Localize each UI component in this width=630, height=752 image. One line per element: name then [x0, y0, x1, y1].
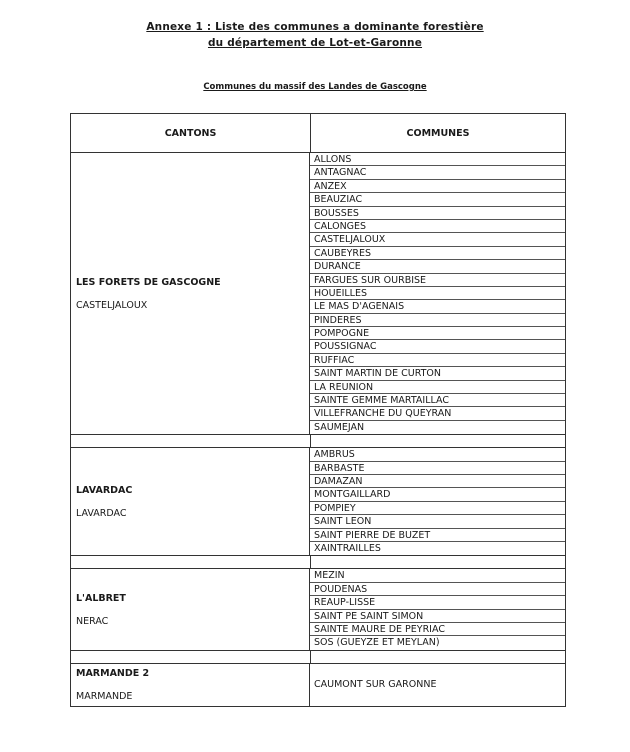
canton-name: LES FORETS DE GASCOGNE	[76, 276, 221, 288]
spacer-row	[71, 435, 565, 448]
commune-row: BARBASTE	[310, 462, 565, 475]
canton-cell	[71, 569, 310, 649]
commune-row: BOUSSES	[310, 207, 565, 220]
commune-row: ANZEX	[310, 180, 565, 193]
commune-row: POMPIEY	[310, 502, 565, 515]
commune-row: CAUBEYRES	[310, 247, 565, 260]
communes-table	[70, 113, 566, 707]
table-header	[71, 114, 565, 153]
commune-row: PINDERES	[310, 314, 565, 327]
canton-name: MARMANDE 2	[76, 667, 150, 679]
commune-row: CAUMONT SUR GARONNE	[314, 678, 437, 690]
commune-row: MONTGAILLARD	[310, 488, 565, 501]
commune-row: ALLONS	[310, 153, 565, 166]
commune-row: SAINTE GEMME MARTAILLAC	[310, 394, 565, 407]
communes-list	[310, 569, 565, 649]
commune-row: CASTELJALOUX	[310, 233, 565, 246]
commune-row: HOUEILLES	[310, 287, 565, 300]
spacer-row	[71, 651, 565, 664]
commune-row: XAINTRAILLES	[314, 542, 381, 554]
canton-cell	[71, 448, 310, 555]
communes-list	[310, 448, 565, 555]
commune-row: MEZIN	[310, 569, 565, 582]
commune-row: POMPOGNE	[310, 327, 565, 340]
commune-row: SAINT PE SAINT SIMON	[310, 610, 565, 623]
canton-name: LAVARDAC	[76, 484, 133, 496]
canton-group-4	[71, 664, 565, 706]
canton-seat: LAVARDAC	[76, 507, 127, 519]
commune-row: AMBRUS	[310, 448, 565, 461]
commune-row: LE MAS D'AGENAIS	[310, 300, 565, 313]
commune-row: FARGUES SUR OURBISE	[310, 274, 565, 287]
canton-cell	[71, 664, 310, 706]
commune-row: RUFFIAC	[310, 354, 565, 367]
spacer-row	[71, 556, 565, 569]
commune-row: SAINT MARTIN DE CURTON	[310, 367, 565, 380]
commune-row: LA REUNION	[310, 381, 565, 394]
section-subtitle: Communes du massif des Landes de Gascogne	[203, 82, 427, 92]
commune-row: SAINTE MAURE DE PEYRIAC	[310, 623, 565, 636]
document-title-line2: du département de Lot-et-Garonne	[207, 37, 423, 49]
header-cantons: CANTONS	[71, 114, 311, 152]
canton-seat: CASTELJALOUX	[76, 299, 148, 311]
commune-row: BEAUZIAC	[310, 193, 565, 206]
commune-row: SAUMEJAN	[314, 421, 365, 433]
canton-name: L'ALBRET	[76, 592, 126, 604]
commune-row: SAINT PIERRE DE BUZET	[310, 529, 565, 542]
communes-list	[310, 664, 565, 706]
commune-row: DAMAZAN	[310, 475, 565, 488]
commune-row: SOS (GUEYZE ET MEYLAN)	[314, 637, 440, 649]
canton-group-1	[71, 153, 565, 435]
commune-row: REAUP-LISSE	[310, 596, 565, 609]
document-title-line1: Annexe 1 : Liste des communes a dominante forestière	[146, 21, 484, 33]
canton-seat: MARMANDE	[76, 690, 133, 702]
commune-row: POUSSIGNAC	[310, 340, 565, 353]
commune-row: VILLEFRANCHE DU QUEYRAN	[310, 407, 565, 420]
commune-row: DURANCE	[310, 260, 565, 273]
canton-seat: NERAC	[76, 615, 109, 627]
commune-row: POUDENAS	[310, 583, 565, 596]
communes-list	[310, 153, 565, 434]
header-communes: COMMUNES	[406, 127, 470, 139]
commune-row: ANTAGNAC	[310, 166, 565, 179]
commune-row: CALONGES	[310, 220, 565, 233]
canton-cell	[71, 153, 310, 434]
canton-group-3	[71, 569, 565, 650]
commune-row: SAINT LEON	[310, 515, 565, 528]
canton-group-2	[71, 448, 565, 556]
